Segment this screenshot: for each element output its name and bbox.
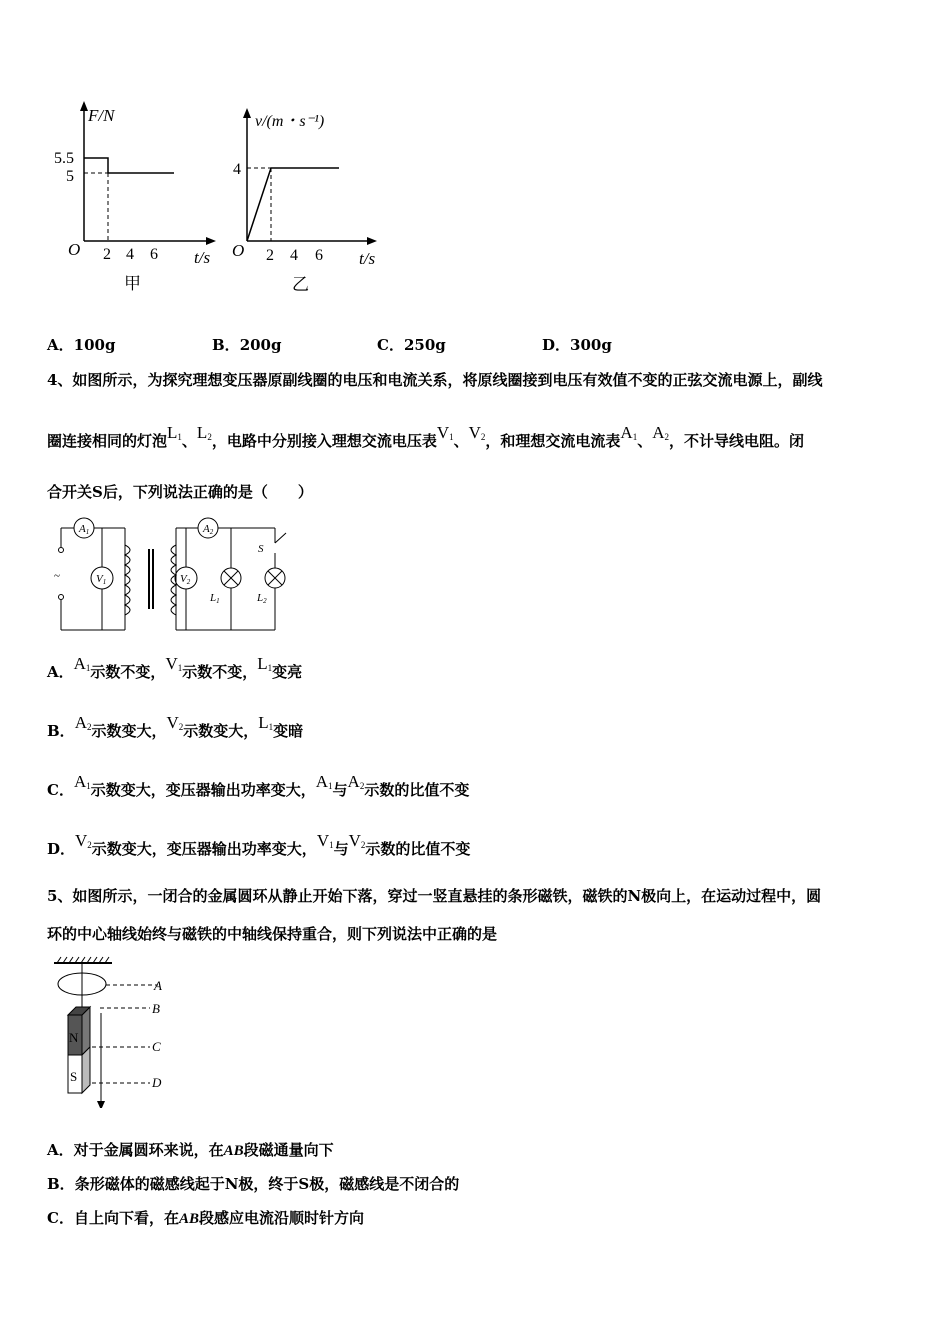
q5-stem-line2: 环的中心轴线始终与磁铁的中轴线保持重合，则下列说法中正确的是: [47, 925, 498, 943]
q4-option-c[interactable]: C．$A_1$示数变大，变压器输出功率变大，$A_1$与$A_2$示数的比值不变: [47, 772, 470, 799]
ac-source-symbol: ~: [54, 570, 60, 582]
q3-option-b[interactable]: B．200g: [212, 336, 282, 354]
q4-stem-line3: 合开关S后，下列说法正确的是（ ）: [47, 483, 313, 501]
graph-jia-x-tick: 2: [103, 246, 111, 263]
graph-yi-x-label: t/s: [359, 249, 376, 268]
transformer-circuit: [50, 515, 300, 637]
circuit-label-a1: A1: [79, 523, 90, 536]
circuit-label-switch: S: [258, 543, 264, 555]
graph-yi-origin: O: [232, 241, 245, 260]
q4-stem-line2: 圈连接相同的灯泡$L_1$、$L_2$，电路中分别接入理想交流电压表$V_1$、$V_2$，和理想交流电流表$A_1$、$A_2$，不计导线电阻。闭: [47, 423, 805, 450]
figure-label-b: B: [152, 1001, 160, 1016]
graph-yi: [225, 100, 395, 300]
magnet-label-n: N: [69, 1030, 79, 1045]
q5-option-b[interactable]: B．条形磁体的磁感线起于N极，终于S极，磁感线是不闭合的: [47, 1175, 460, 1193]
q4-stem-line1: 4、如图所示，为探究理想变压器原副线圈的电压和电流关系，将原线圈接到电压有效值不变的正弦交流电源上，副线: [47, 371, 823, 389]
q3-option-d[interactable]: D．300g: [542, 336, 612, 354]
q4-option-d[interactable]: D．$V_2$示数变大，变压器输出功率变大，$V_1$与$V_2$示数的比值不变: [47, 831, 471, 858]
graph-yi-y-label: v/(m・s⁻¹): [255, 113, 325, 130]
graph-yi-x-tick: 6: [315, 247, 323, 264]
figure-label-c: C: [152, 1039, 161, 1054]
graph-jia-caption: 甲: [124, 274, 141, 293]
q4-option-a[interactable]: A．$A_1$示数不变，$V_1$示数不变，$L_1$变亮: [47, 654, 303, 681]
graph-jia-y-label: F/N: [88, 106, 115, 125]
graph-jia-x-tick: 4: [126, 246, 134, 263]
q3-option-a[interactable]: A．100g: [47, 336, 116, 354]
q3-option-c[interactable]: C．250g: [377, 336, 446, 354]
figure-label-a: A: [154, 978, 162, 993]
magnet-ring-figure: [50, 953, 180, 1108]
q5-option-a[interactable]: A．对于金属圆环来说，在AB段磁通量向下: [47, 1141, 334, 1159]
graph-jia-y-tick: 5.5: [54, 150, 74, 167]
graph-yi-x-tick: 2: [266, 247, 274, 264]
graph-jia-x-tick: 6: [150, 246, 158, 263]
magnet-label-s: S: [70, 1069, 78, 1084]
figure-label-d: D: [152, 1075, 162, 1090]
graph-yi-x-tick: 4: [290, 247, 298, 264]
circuit-label-l1: L1: [210, 592, 220, 605]
circuit-label-a2: A2: [203, 523, 214, 536]
graph-yi-caption: 乙: [292, 275, 309, 294]
circuit-label-l2: L2: [257, 592, 267, 605]
circuit-label-v2: V2: [180, 573, 191, 586]
q5-option-c[interactable]: C．自上向下看，在AB段感应电流沿顺时针方向: [47, 1209, 364, 1227]
graph-jia-x-label: t/s: [194, 248, 211, 267]
graph-jia: [50, 95, 230, 300]
graph-jia-y-tick: 5: [66, 168, 74, 185]
graph-yi-y-tick: 4: [233, 161, 241, 178]
q4-option-b[interactable]: B．$A_2$示数变大，$V_2$示数变大，$L_1$变暗: [47, 713, 304, 740]
q5-stem-line1: 5、如图所示，一闭合的金属圆环从静止开始下落，穿过一竖直悬挂的条形磁铁，磁铁的N极向上，在运动过程中，圆: [47, 887, 822, 905]
circuit-label-v1: V1: [96, 573, 107, 586]
graph-jia-origin: O: [68, 240, 81, 259]
